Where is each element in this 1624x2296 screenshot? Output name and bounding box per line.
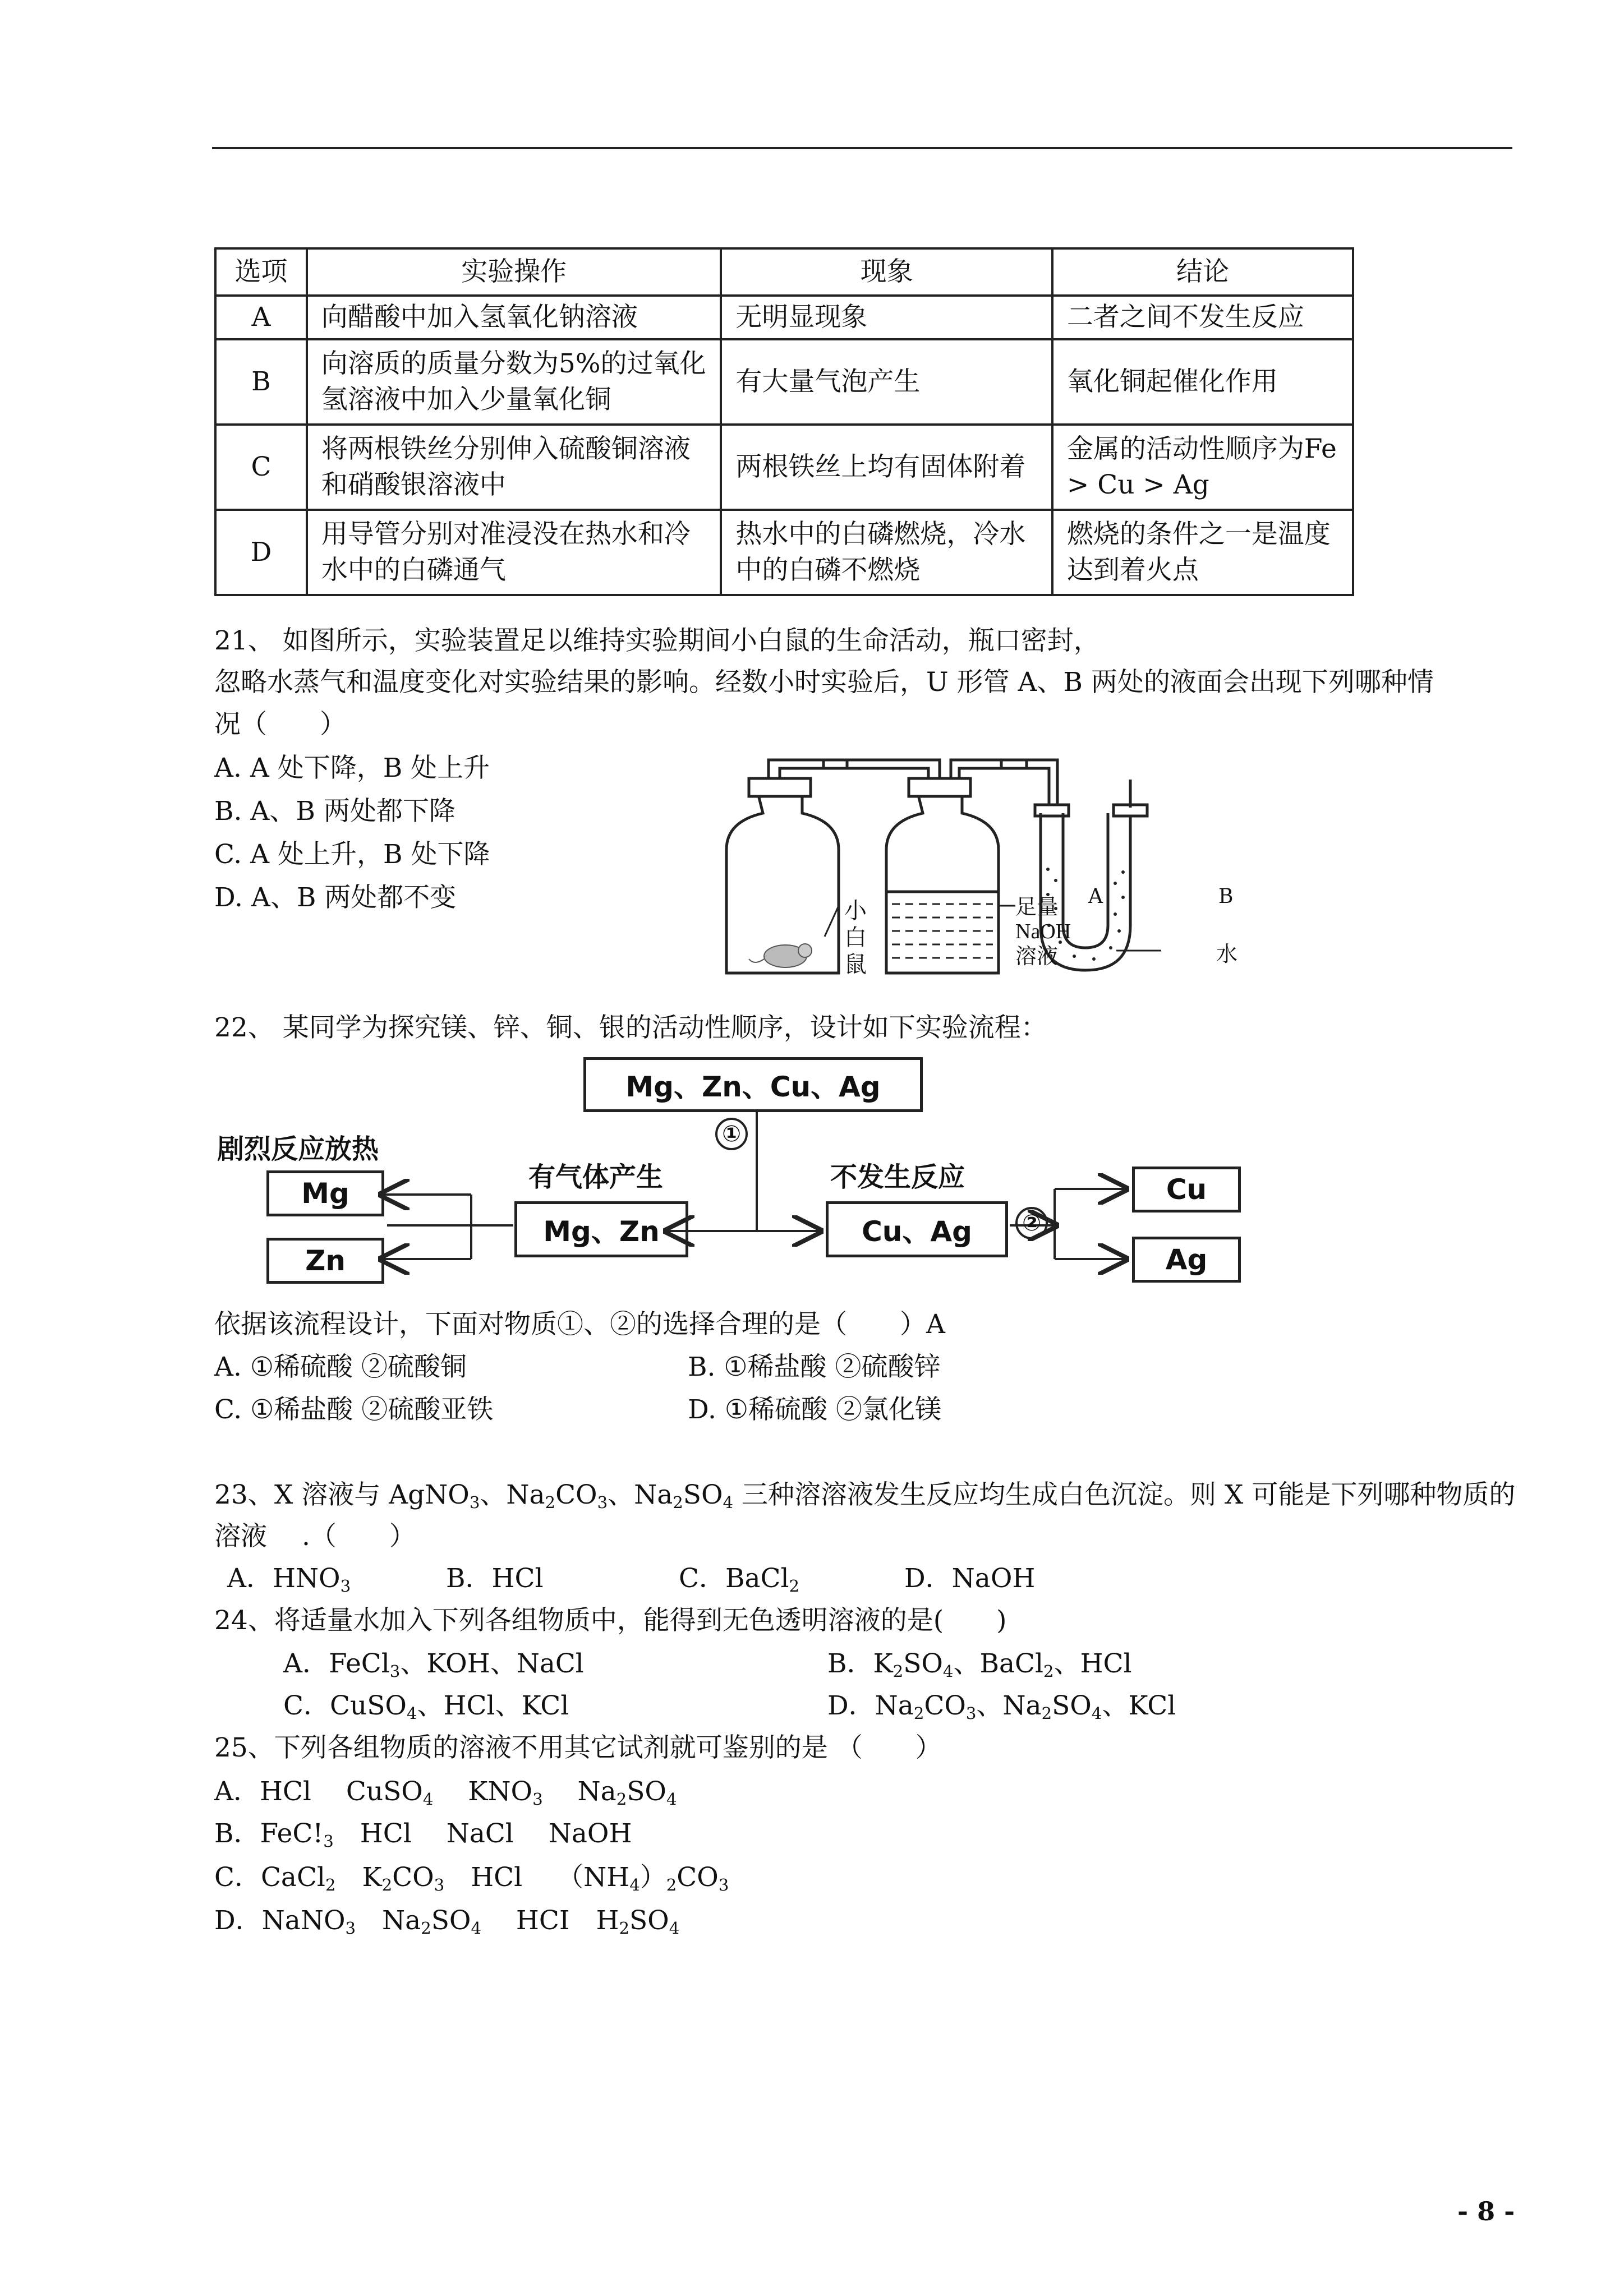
table-cell: 热水中的白磷燃烧，冷水中的白磷不燃烧 bbox=[721, 510, 1052, 595]
q23-option-d: D．NaOH bbox=[904, 1563, 1036, 1594]
table-cell: 氧化铜起催化作用 bbox=[1052, 339, 1353, 425]
q25-option-c: C．CaCl$_2$ $K_2CO_3$ HCl $(NH_4)_2CO_3$ bbox=[214, 1862, 729, 1895]
flow-right-box: Cu、Ag bbox=[826, 1201, 1008, 1257]
table-cell: 向醋酸中加入氢氧化钠溶液 bbox=[307, 296, 721, 339]
flow-left-box: Mg、Zn bbox=[514, 1201, 688, 1257]
q22-stem: 22、 某同学为探究镁、锌、铜、银的活动性顺序，设计如下实验流程： bbox=[214, 1012, 1047, 1043]
step2-marker: ② bbox=[1015, 1207, 1048, 1239]
q24-option-b: B．$K_2SO_4$、BaCl$_2$、HCl bbox=[827, 1648, 1132, 1681]
table-cell: 两根铁丝上均有固体附着 bbox=[721, 425, 1052, 510]
q22-option-d: D. ①稀硫酸 ②氯化镁 bbox=[688, 1394, 941, 1425]
flow-right-label: 不发生反应 bbox=[830, 1161, 965, 1193]
table-cell: 二者之间不发生反应 bbox=[1052, 296, 1353, 339]
q22-question: 依据该流程设计，下面对物质①、②的选择合理的是（ ）A bbox=[214, 1309, 945, 1340]
experiment-table bbox=[214, 247, 1354, 596]
q25-option-b: B．$FeC!_3$ HCl NaCl NaOH bbox=[214, 1818, 632, 1851]
table-cell: 有大量气泡产生 bbox=[721, 339, 1052, 425]
table-header: 实验操作 bbox=[307, 248, 721, 296]
water-label: 水 bbox=[1216, 942, 1238, 966]
q21-option-b: B. A、B 两处都下降 bbox=[214, 796, 456, 827]
q25-option-d: D．NaNO$_3$ $Na_2SO_4$ HCI $H_2SO_4$ bbox=[214, 1905, 680, 1938]
q24-option-d: D．$Na_2CO_3$、$Na_2SO_4$、KCl bbox=[827, 1690, 1176, 1723]
flow-cu-box: Cu bbox=[1132, 1167, 1241, 1212]
q21-option-a: A. A 处下降，B 处上升 bbox=[214, 753, 490, 783]
table-cell: A bbox=[215, 296, 307, 339]
q22-option-b: B. ①稀盐酸 ②硫酸锌 bbox=[688, 1352, 941, 1382]
table-header-row bbox=[215, 248, 1353, 296]
table-row bbox=[215, 510, 1353, 595]
naoh-bottle bbox=[886, 778, 999, 973]
flow-zn-box: Zn bbox=[266, 1238, 384, 1284]
mouse-label: 小 白 鼠 bbox=[844, 898, 867, 978]
table-cell: 燃烧的条件之一是温度达到着火点 bbox=[1052, 510, 1353, 595]
flow-left-label: 有气体产生 bbox=[528, 1161, 664, 1193]
table-header: 选项 bbox=[215, 248, 307, 296]
q21-line2: 忽略水蒸气和温度变化对实验结果的影响。经数小时实验后，U 形管 A、B 两处的液面会出现下列哪种情 bbox=[214, 667, 1434, 698]
q23-option-c: C．BaCl$_2$ bbox=[679, 1563, 800, 1596]
flow-top-box: Mg、Zn、Cu、Ag bbox=[583, 1057, 923, 1112]
q24-stem: 24、将适量水加入下列各组物质中，能得到无色透明溶液的是( ) bbox=[214, 1605, 1007, 1636]
u-tube-label-a: A bbox=[1088, 885, 1103, 908]
q23-option-b: B．HCl bbox=[446, 1563, 544, 1594]
q21-option-c: C. A 处上升，B 处下降 bbox=[214, 839, 490, 870]
table-row bbox=[215, 425, 1353, 510]
q21-line3: 况（ ） bbox=[214, 709, 346, 740]
apparatus-figure bbox=[724, 757, 1251, 981]
q22-option-c: C. ①稀盐酸 ②硫酸亚铁 bbox=[214, 1394, 494, 1425]
q23-stem-line2: 溶液 .（ ） bbox=[214, 1521, 416, 1552]
table-row bbox=[215, 339, 1353, 425]
flow-far-left-label: 剧烈反应放热 bbox=[217, 1133, 379, 1165]
u-tube-label-b: B bbox=[1218, 885, 1234, 908]
q21-option-d: D. A、B 两处都不变 bbox=[214, 882, 457, 913]
table-cell: C bbox=[215, 425, 307, 510]
header-rule bbox=[212, 147, 1512, 149]
table-header: 结论 bbox=[1052, 248, 1353, 296]
q25-option-a: A．HCl CuSO$_4$ $KNO_3$ $Na_2SO_4$ bbox=[214, 1776, 677, 1809]
naoh-liquid bbox=[892, 904, 993, 958]
q23-stem: 23、X 溶液与 AgNO$_3$、$Na_2CO_3$、$Na_2SO_4$ 三种溶溶液发生反应均生成白色沉淀。则 X 可能是下列哪种物质的 bbox=[214, 1479, 1516, 1513]
table-header: 现象 bbox=[721, 248, 1052, 296]
flow-ag-box: Ag bbox=[1132, 1237, 1241, 1283]
flow-mg-box: Mg bbox=[266, 1170, 384, 1216]
q24-option-c: C．CuSO$_4$、HCl、KCl bbox=[283, 1690, 569, 1723]
table-cell: 向溶质的质量分数为5%的过氧化氢溶液中加入少量氧化铜 bbox=[307, 339, 721, 425]
table-cell: 将两根铁丝分别伸入硫酸铜溶液和硝酸银溶液中 bbox=[307, 425, 721, 510]
q21-line1: 21、 如图所示，实验装置足以维持实验期间小白鼠的生命活动，瓶口密封， bbox=[214, 625, 1100, 656]
page-number: - 8 - bbox=[1457, 2196, 1515, 2226]
table-row bbox=[215, 296, 1353, 339]
q23-option-a: A．$HNO_3$ bbox=[227, 1563, 351, 1596]
table-cell: B bbox=[215, 339, 307, 425]
table-cell: 用导管分别对准浸没在热水和冷水中的白磷通气 bbox=[307, 510, 721, 595]
naoh-label: 足量 NaOH 溶液 bbox=[1015, 895, 1071, 969]
step1-marker: ① bbox=[715, 1118, 748, 1150]
mouse-icon bbox=[749, 944, 812, 967]
table-cell: 金属的活动性顺序为Fe > Cu > Ag bbox=[1052, 425, 1353, 510]
q24-option-a: A．FeCl$_3$、KOH、NaCl bbox=[283, 1648, 584, 1681]
table-cell: 无明显现象 bbox=[721, 296, 1052, 339]
mouse-bottle bbox=[726, 778, 839, 973]
q25-stem: 25、下列各组物质的溶液不用其它试剂就可鉴别的是 （ ） bbox=[214, 1732, 942, 1763]
table-cell: D bbox=[215, 510, 307, 595]
q22-option-a: A. ①稀硫酸 ②硫酸铜 bbox=[214, 1352, 467, 1382]
